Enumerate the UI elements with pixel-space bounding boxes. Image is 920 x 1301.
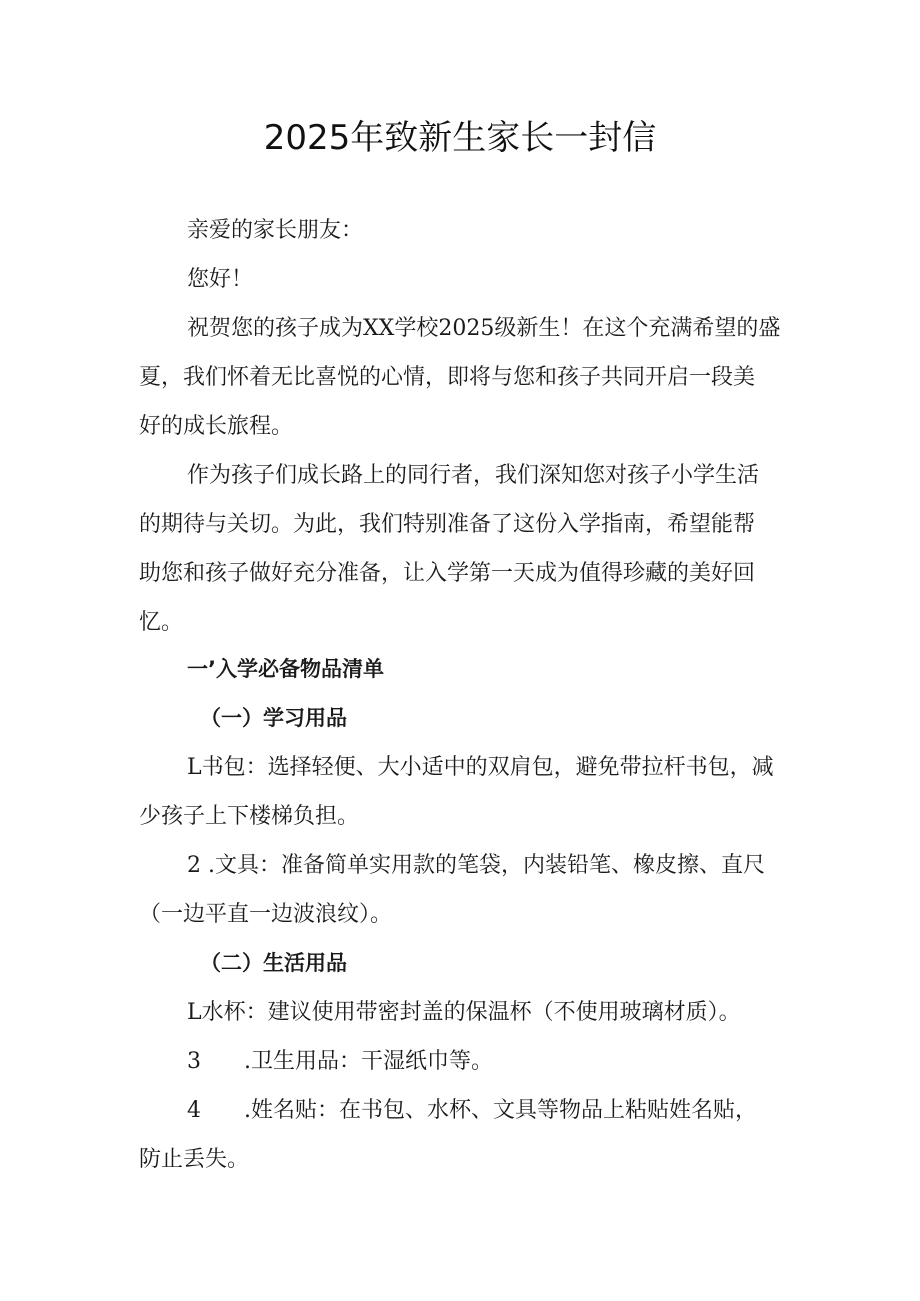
greeting: 您好！	[187, 267, 254, 292]
item-hygiene-text: .卫生用品：干湿纸巾等。	[244, 1049, 493, 1074]
item-namesticker-text: .姓名贴：在书包、水杯、文具等物品上粘贴姓名贴，	[244, 1098, 757, 1123]
paragraph-2-line-1: 作为孩子们成长路上的同行者，我们深知您对孩子小学生活	[187, 463, 760, 488]
item-namesticker-number: 4	[187, 1098, 201, 1123]
document-title: 2025年致新生家长一封信	[263, 118, 657, 158]
item-schoolbag-line-1: L书包：选择轻便、大小适中的双肩包，避免带拉杆书包，减	[187, 755, 774, 780]
item-hygiene-number: 3	[187, 1049, 201, 1074]
paragraph-1-line-3: 好的成长旅程。	[139, 414, 294, 439]
salutation: 亲爱的家长朋友：	[187, 218, 364, 243]
item-stationery-line-2: （一边平直一边波浪纹）。	[139, 902, 393, 927]
section-1-heading: 一’入学必备物品清单	[187, 657, 384, 681]
subsection-2-heading: （二）生活用品	[200, 951, 347, 975]
item-namesticker-continued: 防止丢失。	[139, 1147, 250, 1172]
paragraph-2-line-3: 助您和孩子做好充分准备，让入学第一天成为值得珍藏的美好回	[139, 561, 756, 586]
paragraph-1-line-1: 祝贺您的孩子成为XX学校2025级新生！在这个充满希望的盛	[187, 316, 781, 341]
paragraph-1-line-2: 夏，我们怀着无比喜悦的心情，即将与您和孩子共同开启一段美	[139, 365, 756, 390]
item-cup: L水杯：建议使用带密封盖的保温杯（不使用玻璃材质）。	[187, 1000, 741, 1025]
item-schoolbag-line-2: 少孩子上下楼梯负担。	[139, 804, 360, 829]
paragraph-2-line-4: 忆。	[139, 610, 184, 635]
item-stationery-line-1: 2 .文具：准备简单实用款的笔袋，内装铅笔、橡皮擦、直尺	[187, 853, 765, 878]
paragraph-2-line-2: 的期待与关切。为此，我们特别准备了这份入学指南，希望能帮	[139, 512, 756, 537]
subsection-1-heading: （一）学习用品	[200, 706, 347, 730]
